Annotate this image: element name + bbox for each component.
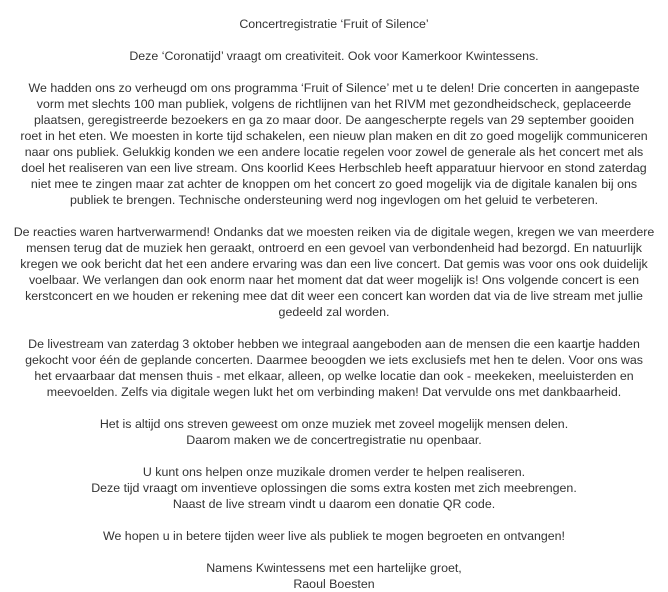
text-line: naar ons publiek. Gelukkig konden we een andere locatie regelen voor zowel de generale als het concert met als xyxy=(24,145,644,159)
text-line: niet mee te zingen maar zat achter de knoppen om het concert zo goed mogelijk via de digitale kanalen bij ons xyxy=(30,177,638,191)
text-line: kregen we ook bericht dat het een andere ervaring was dan een live concert. Dat gemis was voor ons ook duidelijk xyxy=(20,257,648,271)
livestream-paragraph xyxy=(0,336,668,400)
text-line: vorm met slechts 100 man publiek, volgens de richtlijnen van het RIVM met gezondheidscheck, geplaceerde xyxy=(36,97,632,111)
text-line: De livestream van zaterdag 3 oktober hebben we integraal aangeboden aan de mensen die een kaartje hadden xyxy=(28,337,640,351)
donation-paragraph xyxy=(0,464,668,512)
text-line: Daarom maken we de concertregistratie nu openbaar. xyxy=(186,433,482,447)
publish-paragraph xyxy=(0,416,668,448)
signature-name: Raoul Boesten xyxy=(293,577,375,591)
text-line: Deze ‘Coronatijd’ vraagt om creativiteit. Ook voor Kamerkoor Kwintessens. xyxy=(129,49,539,63)
text-line: De reacties waren hartverwarmend! Ondanks dat we moesten reiken via de digitale wegen, kregen we van meerdere xyxy=(13,225,655,239)
intro-paragraph xyxy=(0,48,668,64)
text-line: Het is altijd ons streven geweest om onze muziek met zoveel mogelijk mensen delen. xyxy=(99,417,569,431)
hope-paragraph xyxy=(0,528,668,544)
text-line: We hadden ons zo verheugd om ons programma ‘Fruit of Silence’ met u te delen! Drie concerten in aangepaste xyxy=(28,81,640,95)
text-line: Deze tijd vraagt om inventieve oplossingen die soms extra kosten met zich meebrengen. xyxy=(91,481,577,495)
concerts-paragraph xyxy=(0,80,668,208)
text-line: kerstconcert en we houden er rekening mee dat dit weer een concert kan worden dat via de live stream met jullie xyxy=(25,289,643,303)
text-line: het ervaarbaar dat mensen thuis - met elkaar, alleen, op welke locatie dan ook - meekeken, meeluisterden en xyxy=(34,369,634,383)
reactions-paragraph xyxy=(0,224,668,320)
text-line: We hopen u in betere tijden weer live als publiek te mogen begroeten en ontvangen! xyxy=(103,529,565,543)
text-line: gekocht voor één de geplande concerten. Daarmee beoogden we iets exclusiefs met hen te delen. Voor ons was xyxy=(25,353,643,367)
document-title xyxy=(0,16,668,32)
text-line: roet in het eten. We moesten in korte tijd schakelen, een nieuw plan maken en dit zo goed mogelijk communiceren xyxy=(20,129,648,143)
text-line: doel het realiseren van een live stream. Ons koorlid Kees Herbschleb heeft apparatuur hiervoor en stond zaterdag xyxy=(21,161,647,175)
text-line: mensen terug dat de muziek hen geraakt, ontroerd en een gevoel van verbondenheid had bezorgd. En natuurlijk xyxy=(26,241,642,255)
text-line: publiek te brengen. Technische ondersteuning werd nog ingevlogen om het geluid te verbeteren. xyxy=(69,193,599,207)
text-line: plaatsen, geregistreerde bezoekers en ga zo maar door. De aangescherpte regels van 29 september gooiden xyxy=(34,113,634,127)
signature-paragraph xyxy=(0,560,668,592)
text-line: U kunt ons helpen onze muzikale dromen verder te helpen realiseren. xyxy=(142,465,526,479)
text-line: meevoelden. Zelfs via digitale wegen lukt het om verbinding maken! Dat vervulde ons met dankbaarheid. xyxy=(46,385,622,399)
text-line: gedeeld zal worden. xyxy=(278,305,390,319)
title-line: Concertregistratie ‘Fruit of Silence’ xyxy=(239,17,429,31)
text-line: Naast de live stream vindt u daarom een donatie QR code. xyxy=(172,497,496,511)
closing-line: Namens Kwintessens met een hartelijke groet, xyxy=(206,561,462,575)
text-line: voelbaar. We verlangen dan ook enorm naar het moment dat dat weer mogelijk is! Ons volgende concert is een xyxy=(28,273,639,287)
